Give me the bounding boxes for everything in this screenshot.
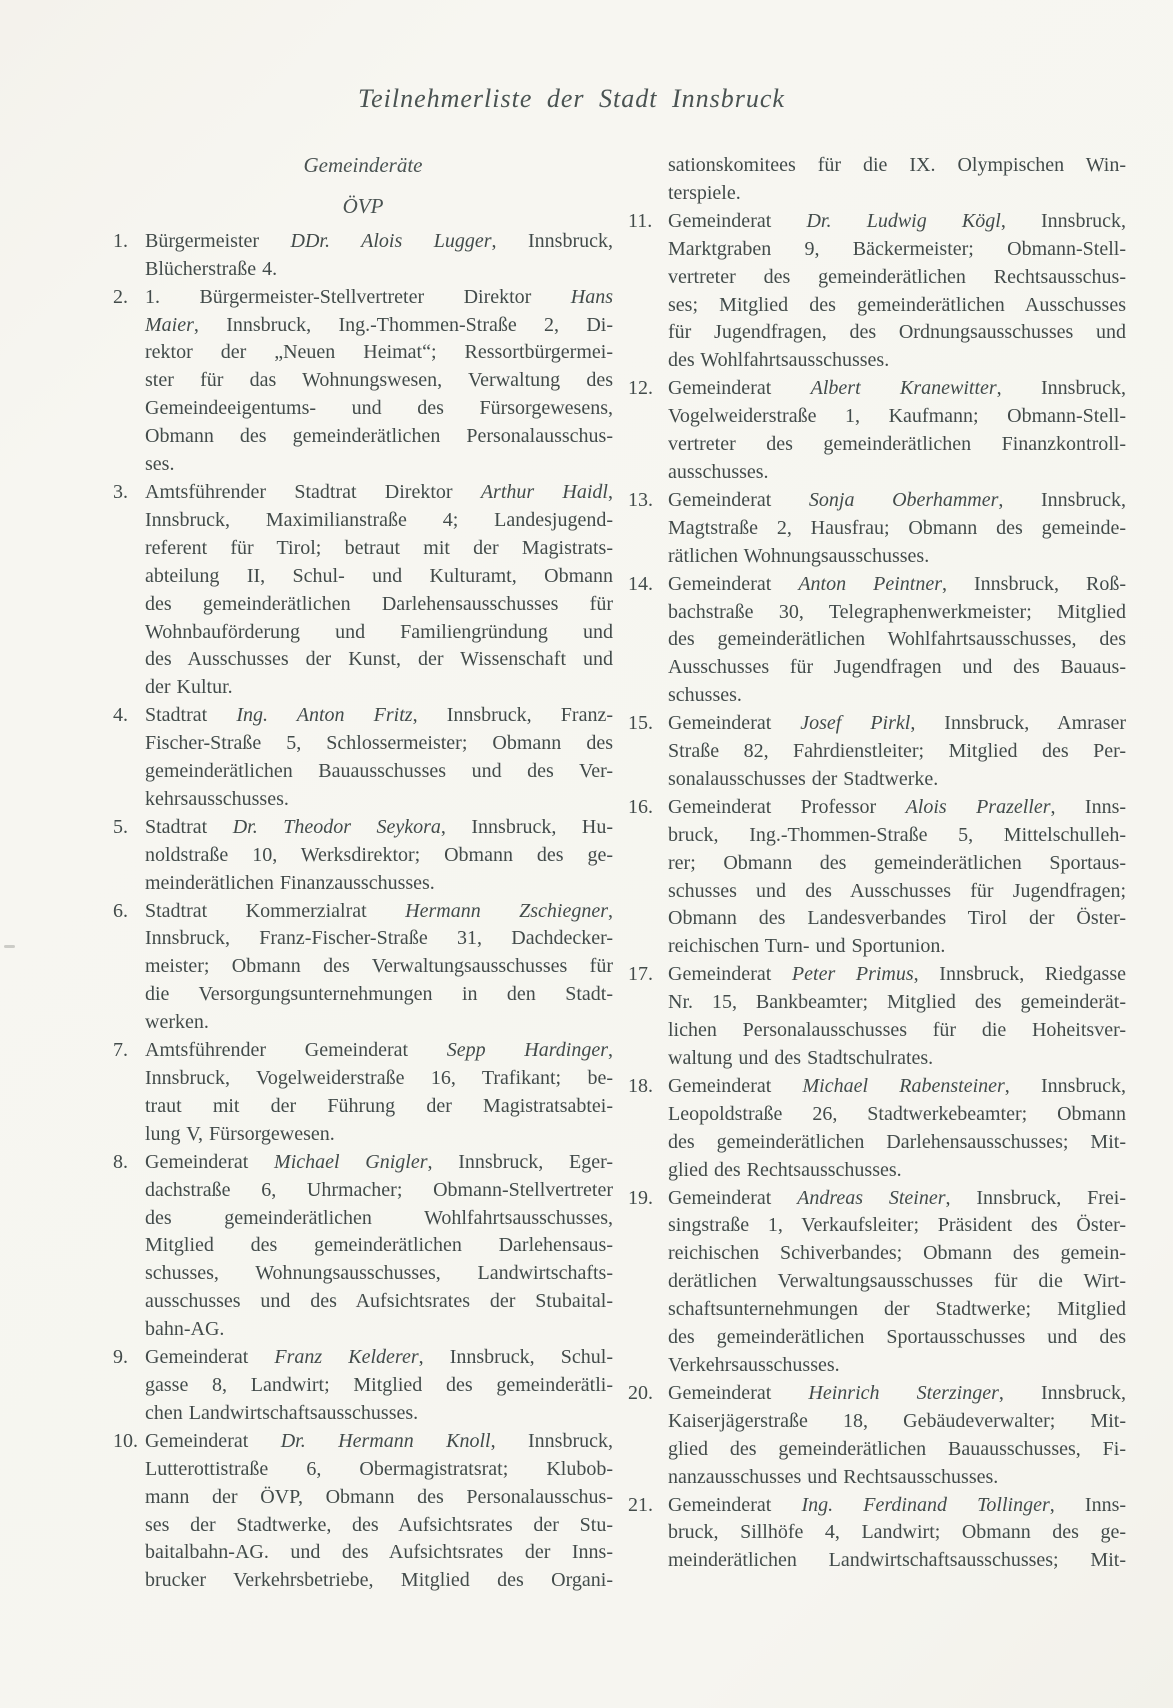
text-line — [668, 1212, 1126, 1240]
text-line — [668, 822, 1126, 850]
text-run: werken. — [145, 1011, 209, 1034]
text-line — [113, 479, 613, 507]
text-run: , Innsbruck, Ing.-Thommen-Straße 2, Di- — [193, 313, 613, 336]
list-item — [628, 208, 1126, 375]
text-run: die Versorgungsunternehmungen in den Stadt- — [145, 983, 613, 1006]
person-name-italic: Sonja Oberhammer — [808, 488, 999, 511]
text-run: ses. — [145, 453, 175, 476]
text-line — [668, 1436, 1126, 1464]
text-run: des Wohlfahrtsausschusses. — [668, 349, 890, 372]
text-line — [145, 1316, 613, 1344]
text-line — [145, 1177, 613, 1205]
text-run: Verkehrsausschusses. — [668, 1353, 840, 1376]
text-run: Vogelweiderstraße 1, Kaufmann; Obmann-Stell- — [668, 405, 1126, 428]
person-name-italic: Anton Peintner — [798, 572, 942, 595]
person-name-italic: Maier — [145, 313, 194, 336]
text-run: nanzausschusses und Rechtsausschusses. — [668, 1465, 999, 1488]
text-run: mann der ÖVP, Obmann des Personalausschus- — [145, 1485, 613, 1508]
person-name-italic: Michael Rabensteiner — [802, 1074, 1005, 1097]
person-name-italic: Hermann Zschiegner — [405, 899, 608, 922]
item-number: 4. — [113, 704, 128, 727]
text-run: Kaiserjägerstraße 18, Gebäudeverwalter; Mit- — [668, 1409, 1126, 1432]
text-line — [145, 981, 613, 1009]
text-line — [668, 933, 1126, 961]
text-run: schaftsunternehmungen der Stadtwerke; Mitglied — [668, 1298, 1126, 1321]
text-line — [145, 1539, 613, 1567]
person-name-italic: Ing. Anton Fritz — [236, 704, 413, 727]
text-line — [668, 1157, 1126, 1185]
text-line — [668, 878, 1126, 906]
text-line — [668, 738, 1126, 766]
text-run: rektor der „Neuen Heimat“; Ressortbürgermei- — [145, 341, 613, 364]
text-run: des gemeinderätlichen Darlehensausschusses; Mit- — [668, 1130, 1126, 1153]
list-item — [628, 961, 1126, 1073]
text-run: , Inns- — [1050, 795, 1127, 818]
text-run: , Innsbruck, — [998, 488, 1126, 511]
text-run: abteilung II, Schul- und Kulturamt, Obmann — [145, 564, 613, 587]
list-item — [628, 1073, 1126, 1185]
text-line — [145, 1512, 613, 1540]
text-run: referent für Tirol; betraut mit der Magistrats- — [145, 536, 613, 559]
text-run: meister; Obmann des Verwaltungsausschusses für — [145, 955, 613, 978]
item-number: 18. — [628, 1074, 653, 1097]
list-item — [113, 479, 613, 702]
item-number: 10. — [113, 1429, 138, 1452]
list-item — [113, 898, 613, 1038]
text-line — [668, 236, 1126, 264]
list-item — [113, 1428, 613, 1595]
text-run: bahn-AG. — [145, 1318, 225, 1341]
text-run: waltung und des Stadtschulrates. — [668, 1047, 934, 1069]
text-run: vertreter des gemeinderätlichen Rechtsausschus- — [668, 265, 1126, 288]
text-line — [145, 563, 613, 591]
item-number: 11. — [628, 209, 653, 232]
text-line — [628, 571, 1127, 599]
text-run: Gemeinderat — [668, 1493, 802, 1516]
item-number: 17. — [628, 963, 653, 986]
text-line — [145, 1093, 613, 1121]
left-column — [113, 152, 613, 1595]
text-run: Gemeinderat — [145, 1429, 281, 1452]
text-run: singstraße 1, Verkaufsleiter; Präsident des Öster- — [668, 1214, 1126, 1237]
text-run: baitalbahn-AG. und des Aufsichtsrates der Inns- — [145, 1541, 613, 1564]
text-line — [668, 347, 1126, 375]
text-run: Fischer-Straße 5, Schlossermeister; Obmann des — [145, 732, 613, 755]
text-line — [668, 152, 1126, 180]
text-run: Gemeinderat — [145, 1346, 275, 1369]
text-run: Innsbruck, Vogelweiderstraße 16, Trafikant; be- — [145, 1067, 613, 1089]
text-line — [113, 228, 614, 256]
text-line — [668, 682, 1126, 710]
item-number: 5. — [113, 815, 128, 838]
item-number: 8. — [113, 1150, 128, 1173]
person-name-italic: Hans — [570, 285, 613, 308]
text-run: Gemeinderat — [668, 377, 811, 400]
text-line — [145, 730, 613, 758]
text-line — [145, 1009, 613, 1037]
person-name-italic: Ing. Ferdinand Tollinger — [801, 1493, 1050, 1516]
item-number: 9. — [113, 1346, 128, 1369]
text-run: Straße 82, Fahrdienstleiter; Mitglied des Per- — [668, 740, 1126, 763]
person-name-italic: Michael Gnigler — [274, 1150, 428, 1173]
person-name-italic: DDr. Alois Lugger — [290, 229, 492, 252]
text-line — [145, 312, 613, 340]
list-item — [628, 571, 1126, 711]
text-line — [668, 850, 1126, 878]
item-number: 1. — [113, 229, 128, 252]
text-run: Blücherstraße 4. — [145, 257, 278, 280]
text-line — [145, 842, 613, 870]
text-run: , Innsbruck, Franz- — [412, 704, 613, 727]
text-run: Leopoldstraße 26, Stadtwerkebeamter; Obmann — [668, 1102, 1126, 1125]
text-run: Mitglied des gemeinderätlichen Darlehensaus- — [145, 1234, 613, 1257]
text-line — [668, 1547, 1126, 1575]
text-run: gemeinderätlichen Bauausschusses und des Ver- — [145, 760, 613, 783]
text-run: Innsbruck, Franz-Fischer-Straße 31, Dachdecker- — [145, 927, 613, 950]
list-item — [113, 814, 613, 898]
text-line — [145, 619, 613, 647]
text-line — [145, 758, 613, 786]
text-run: des gemeinderätlichen Darlehensausschusses für — [145, 592, 613, 615]
text-run: brucker Verkehrsbetriebe, Mitglied des Organi- — [145, 1569, 613, 1592]
text-line — [668, 292, 1126, 320]
text-run: Amtsführender Stadtrat Direktor — [145, 480, 481, 503]
text-run: meinderätlichen Finanzausschusses. — [145, 871, 435, 894]
text-line — [668, 1408, 1126, 1436]
text-run: , Innsbruck, Roß- — [941, 572, 1127, 595]
text-line — [668, 766, 1126, 794]
text-line — [113, 702, 613, 730]
text-line — [145, 1567, 613, 1595]
text-line — [668, 1352, 1126, 1380]
list-item — [113, 1037, 613, 1149]
text-run: Wohnbauförderung und Familiengründung und — [145, 620, 613, 643]
text-run: bruck, Sillhöfe 4, Landwirt; Obmann des ge- — [668, 1521, 1126, 1544]
text-line — [145, 339, 613, 367]
text-line — [668, 180, 1126, 208]
item-number: 19. — [628, 1186, 653, 1209]
text-run: derätlichen Verwaltungsausschusses für die Wirt- — [668, 1270, 1126, 1293]
text-run: ses der Stadtwerke, des Aufsichtsrates der Stu- — [145, 1513, 613, 1536]
text-run: Gemeinderat — [668, 209, 807, 232]
text-line — [628, 794, 1127, 822]
text-run: Ausschusses für Jugendfragen und des Bauaus- — [668, 656, 1126, 679]
list-item — [113, 1149, 613, 1344]
text-run: Innsbruck, Maximilianstraße 4; Landesjugend- — [145, 508, 613, 531]
text-run: , — [608, 899, 613, 922]
text-run: Gemeinderat — [668, 488, 809, 511]
text-run: lichen Personalausschusses für die Hoheitsver- — [668, 1019, 1126, 1042]
text-run: , Innsbruck, Schul- — [418, 1346, 613, 1369]
person-name-italic: Dr. Hermann Knoll — [280, 1429, 491, 1452]
text-line — [668, 654, 1126, 682]
text-run: , Inns- — [1049, 1493, 1127, 1516]
page-title: Teilnehmerliste der Stadt Innsbruck — [358, 84, 785, 113]
text-line — [628, 1185, 1126, 1213]
text-line — [628, 1380, 1126, 1408]
text-run: rer; Obmann des gemeinderätlichen Sportaus- — [668, 851, 1126, 874]
text-run: , — [608, 1039, 613, 1062]
text-run: Amtsführender Gemeinderat — [145, 1039, 447, 1062]
text-line — [628, 375, 1126, 403]
text-run: Bürgermeister — [145, 229, 291, 252]
text-line — [145, 1205, 613, 1233]
text-line — [145, 451, 613, 479]
text-run: schusses, Wohnungsausschusses, Landwirtschafts- — [145, 1262, 613, 1285]
text-line — [668, 1268, 1126, 1296]
text-run: Obmann des gemeinderätlichen Personalausschus- — [145, 425, 613, 448]
text-line — [145, 1288, 613, 1316]
list-item — [628, 710, 1126, 794]
text-line — [668, 1240, 1126, 1268]
text-line — [668, 319, 1126, 347]
text-line — [668, 431, 1126, 459]
text-run: , — [608, 480, 613, 503]
item-number: 14. — [628, 572, 653, 595]
text-run: ster für das Wohnungswesen, Verwaltung des — [145, 369, 613, 392]
item-number: 3. — [113, 480, 128, 503]
text-run: , Innsbruck, Amraser — [910, 712, 1127, 735]
scan-artifact-mark — [4, 945, 15, 948]
text-line — [628, 961, 1127, 989]
text-line — [145, 1484, 613, 1512]
text-line — [113, 898, 613, 926]
text-line — [145, 535, 613, 563]
text-run: Obmann des Landesverbandes Tirol der Öster- — [668, 907, 1126, 930]
text-line — [145, 591, 613, 619]
text-line — [145, 1372, 613, 1400]
text-run: Stadtrat Kommerzialrat — [145, 899, 406, 922]
text-line — [668, 1017, 1126, 1045]
text-line — [668, 1296, 1126, 1324]
text-line — [145, 367, 613, 395]
text-run: Gemeinderat — [668, 1186, 798, 1209]
text-run: terspiele. — [668, 181, 741, 204]
text-run: , Innsbruck, — [1004, 1074, 1127, 1097]
list-item — [628, 1492, 1126, 1576]
text-run: Stadtrat — [145, 704, 237, 727]
text-line — [113, 1428, 614, 1456]
text-line — [668, 1129, 1126, 1157]
text-run: , Innsbruck, Frei- — [945, 1186, 1126, 1209]
text-run: Gemeinderat — [668, 1381, 809, 1404]
text-run: des gemeinderätlichen Wohlfahrtsausschusses, — [145, 1206, 613, 1229]
text-run: Gemeindeeigentums- und des Fürsorgewesens, — [145, 397, 613, 420]
list-item — [628, 375, 1126, 487]
text-run: glied des Rechtsausschusses. — [668, 1158, 902, 1181]
text-run: chen Landwirtschaftsausschusses. — [145, 1401, 419, 1424]
text-line — [668, 1101, 1126, 1129]
list-item — [628, 152, 1126, 208]
text-run: , Innsbruck, — [998, 1381, 1126, 1404]
list-item — [628, 794, 1126, 961]
text-line — [668, 989, 1126, 1017]
text-line — [668, 459, 1126, 487]
text-line — [145, 786, 613, 814]
text-run: Stadtrat — [145, 815, 233, 838]
text-line — [668, 543, 1126, 571]
text-run: Gemeinderat — [668, 572, 799, 595]
text-run: des gemeinderätlichen Wohlfahrtsausschusses, des — [668, 628, 1126, 651]
text-line — [145, 925, 613, 953]
text-line — [668, 1324, 1126, 1352]
right-column — [628, 145, 1126, 1575]
person-name-italic: Albert Kranewitter — [810, 377, 997, 400]
person-name-italic: Josef Pirkl — [800, 712, 911, 735]
text-run: Lutterottistraße 6, Obermagistratsrat; Klubob- — [145, 1457, 613, 1480]
text-run: bachstraße 30, Telegraphenwerkmeister; Mitglied — [668, 600, 1126, 623]
text-run: schusses und des Ausschusses für Jugendfragen; — [668, 879, 1126, 902]
list-item — [113, 1344, 613, 1428]
text-line — [113, 814, 613, 842]
text-run: Gemeinderat — [668, 1074, 803, 1097]
text-line — [668, 515, 1126, 543]
text-line — [145, 870, 613, 898]
text-line — [668, 599, 1126, 627]
item-number: 7. — [113, 1039, 128, 1062]
text-run: ses; Mitglied des gemeinderätlichen Ausschusses — [668, 293, 1126, 316]
text-run: ausschusses und des Aufsichtsrates der Stubaital- — [145, 1290, 613, 1313]
text-line — [628, 208, 1126, 236]
text-line — [668, 905, 1126, 933]
text-run: des gemeinderätlichen Sportausschusses und des — [668, 1326, 1126, 1349]
text-line — [113, 1344, 613, 1372]
text-run: reichischen Schiverbandes; Obmann des gemein- — [668, 1242, 1126, 1265]
text-run: glied des gemeinderätlichen Bauausschusses, Fi- — [668, 1437, 1126, 1460]
text-run: 1. Bürgermeister-Stellvertreter Direktor — [145, 285, 571, 308]
text-line — [145, 1260, 613, 1288]
list-item — [628, 1380, 1126, 1492]
list-item — [628, 1185, 1126, 1380]
text-line — [668, 1519, 1126, 1547]
text-run: vertreter des gemeinderätlichen Finanzkontroll- — [668, 433, 1126, 456]
text-run: lung V, Fürsorgewesen. — [145, 1122, 335, 1145]
text-run: , Innsbruck, Hu- — [440, 815, 613, 838]
party-label: ÖVP — [342, 193, 384, 218]
text-line — [145, 1065, 613, 1093]
text-line — [145, 674, 613, 702]
text-line — [668, 626, 1126, 654]
text-run: Gemeinderat — [668, 712, 801, 735]
item-number: 15. — [628, 712, 653, 735]
text-run: Marktgraben 9, Bäckermeister; Obmann-Stell- — [668, 237, 1126, 260]
text-run: reichischen Turn- und Sportunion. — [668, 935, 946, 958]
item-number: 2. — [113, 285, 128, 308]
person-name-italic: Arthur Haidl — [480, 480, 608, 503]
text-run: des Ausschusses der Kunst, der Wissenschaft und — [145, 648, 613, 671]
text-line — [145, 1121, 613, 1149]
text-line — [628, 1073, 1127, 1101]
text-run: , Innsbruck, — [490, 1429, 614, 1452]
person-name-italic: Heinrich Sterzinger — [808, 1381, 999, 1404]
text-line — [145, 646, 613, 674]
text-line — [145, 507, 613, 535]
text-run: sationskomitees für die IX. Olympischen Win- — [668, 154, 1126, 176]
text-line — [628, 1492, 1127, 1520]
text-run: Gemeinderat — [145, 1150, 275, 1173]
text-run: der Kultur. — [145, 676, 233, 699]
text-line — [668, 1045, 1126, 1073]
text-line — [145, 256, 613, 284]
text-run: Nr. 15, Bankbeamter; Mitglied des gemeinderät- — [668, 991, 1126, 1014]
text-line — [113, 1149, 614, 1177]
text-line — [145, 1456, 613, 1484]
text-run: schusses. — [668, 684, 742, 707]
item-number: 21. — [628, 1493, 653, 1516]
text-line — [668, 1464, 1126, 1492]
text-run: Gemeinderat — [668, 963, 792, 986]
person-name-italic: Dr. Theodor Seykora — [232, 815, 441, 838]
left-column-items — [113, 228, 613, 1595]
text-run: rätlichen Wohnungsausschusses. — [668, 544, 930, 567]
text-run: , Innsbruck, Riedgasse — [913, 963, 1127, 986]
person-name-italic: Andreas Steiner — [797, 1186, 946, 1209]
text-line — [145, 395, 613, 423]
text-run: meinderätlichen Landwirtschaftsausschusses; Mit- — [668, 1549, 1126, 1572]
text-run: gasse 8, Landwirt; Mitglied des gemeinderätli- — [145, 1373, 613, 1396]
text-run: , Innsbruck, Eger- — [427, 1150, 614, 1173]
text-run: kehrsausschusses. — [145, 787, 289, 810]
item-number: 6. — [113, 899, 128, 922]
text-run: , Innsbruck, — [491, 229, 614, 252]
person-name-italic: Peter Primus — [791, 963, 914, 986]
text-line — [145, 1400, 613, 1428]
text-run: , Innsbruck, — [996, 377, 1126, 400]
text-run: bruck, Ing.-Thommen-Straße 5, Mittelschulleh- — [668, 823, 1126, 846]
list-item — [113, 702, 613, 814]
text-line — [113, 1037, 613, 1065]
text-line — [113, 284, 613, 312]
text-run: noldstraße 10, Werksdirektor; Obmann des ge- — [145, 843, 613, 866]
text-run: Magtstraße 2, Hausfrau; Obmann des gemeinde- — [668, 516, 1126, 539]
person-name-italic: Alois Prazeller — [905, 795, 1051, 818]
item-number: 12. — [628, 377, 653, 400]
list-item — [113, 284, 613, 479]
text-run: , Innsbruck, — [1000, 209, 1126, 232]
text-line — [668, 264, 1126, 292]
text-run: dachstraße 6, Uhrmacher; Obmann-Stellvertreter — [145, 1178, 613, 1201]
person-name-italic: Sepp Hardinger — [446, 1039, 608, 1062]
text-run: traut mit der Führung der Magistratsabtei- — [145, 1094, 613, 1117]
item-number: 16. — [628, 795, 653, 818]
column-header: Gemeinderäte — [303, 153, 423, 177]
right-column-items — [628, 152, 1126, 1575]
text-run: Gemeinderat Professor — [668, 795, 906, 818]
item-number: 20. — [628, 1381, 653, 1404]
text-run: sonalausschusses der Stadtwerke. — [668, 767, 939, 790]
text-line — [145, 1232, 613, 1260]
list-item — [628, 487, 1126, 571]
list-item — [113, 228, 613, 284]
text-run: für Jugendfragen, des Ordnungsausschusses und — [668, 321, 1126, 344]
text-line — [668, 403, 1126, 431]
person-name-italic: Dr. Ludwig Kögl — [806, 209, 1001, 232]
person-name-italic: Franz Kelderer — [274, 1346, 419, 1369]
text-line — [628, 710, 1127, 738]
text-line — [145, 423, 613, 451]
text-run: ausschusses. — [668, 460, 769, 483]
item-number: 13. — [628, 488, 653, 511]
text-line — [145, 953, 613, 981]
text-line — [628, 487, 1126, 515]
